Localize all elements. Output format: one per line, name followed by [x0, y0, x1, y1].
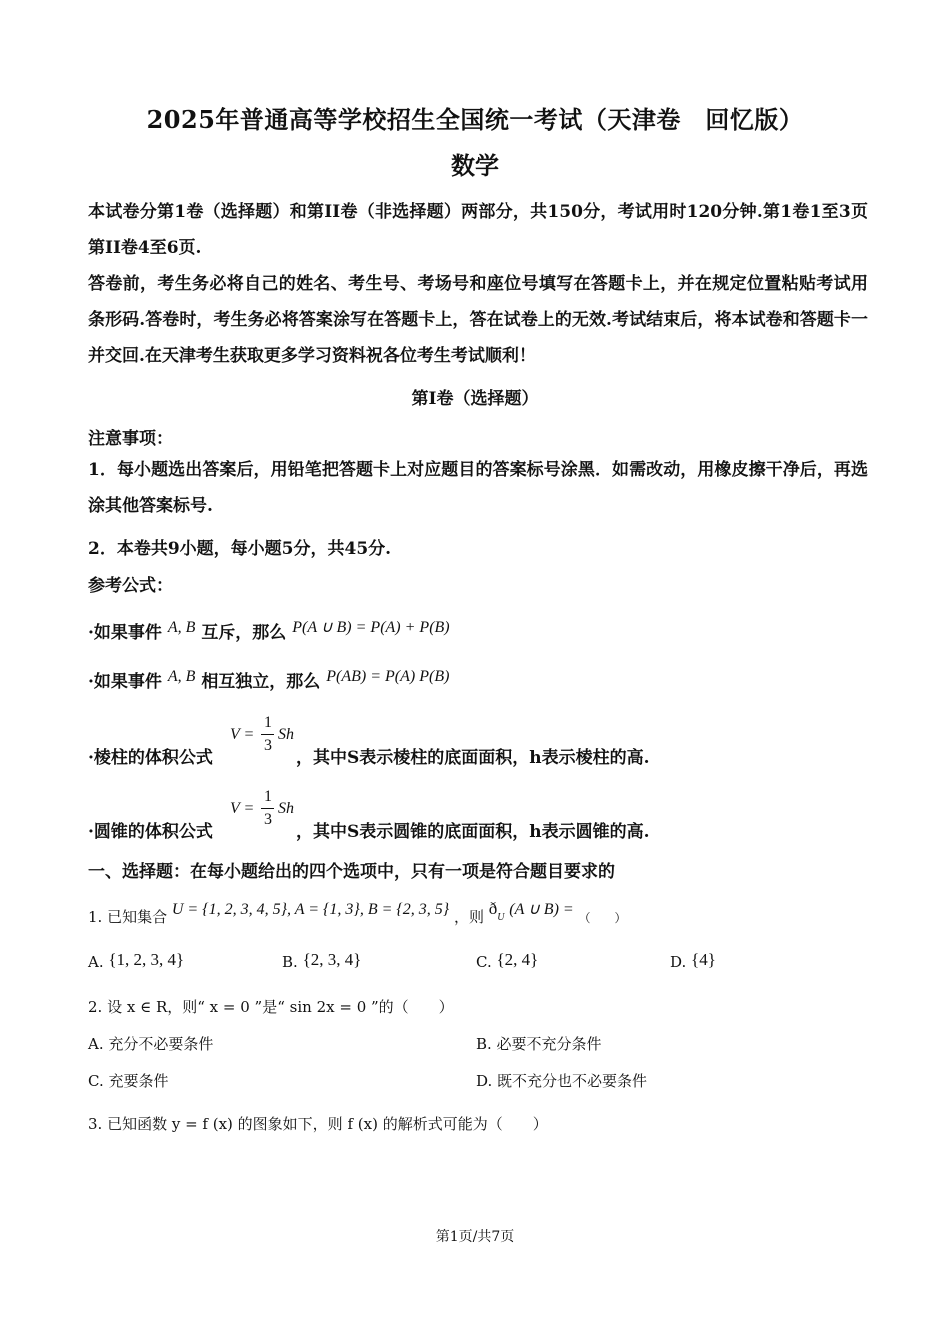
complement-subscript: U — [497, 912, 505, 923]
formula-cone-prefix: ·圆锥的体积公式 — [88, 822, 213, 842]
notice-item-1: 1．每小题选出答案后，用铅笔把答题卡上对应题目的答案标号涂黑．如需改动，用橡皮擦干净后，再选涂其他答案标号. — [88, 460, 868, 516]
notice-label: 注意事项： — [88, 429, 173, 449]
page-number: 第1页/共7页 — [435, 1229, 515, 1245]
subject-title: 数学 — [451, 151, 499, 180]
formula-independent-mid: 相互独立，那么 — [201, 672, 321, 692]
formula-exclusive-prefix: ·如果事件 — [88, 623, 162, 643]
q2-option-a: A. 充分不必要条件 — [88, 1035, 214, 1053]
formula-independent-prefix: ·如果事件 — [88, 672, 162, 692]
formula-exclusive-expr: P(A ∪ B) = P(A) + P(B) — [292, 619, 450, 636]
formula-label: 参考公式： — [88, 576, 173, 596]
question-1-mid: ，则 — [453, 908, 484, 926]
part-heading: 一、选择题：在每小题给出的四个选项中，只有一项是符合题目要求的 — [88, 862, 615, 882]
formula-independent — [88, 667, 449, 692]
formula-exclusive — [88, 618, 450, 643]
formula-prism-suffix: ，其中S表示棱柱的底面面积，h表示棱柱的高. — [296, 748, 650, 768]
complement-symbol: ð — [488, 899, 498, 918]
question-1 — [88, 899, 627, 929]
formula-independent-expr: P(AB) = P(A) P(B) — [326, 668, 450, 685]
question-1-expr: (A ∪ B) = — [509, 901, 574, 918]
intro-paragraph-1: 本试卷分第1卷（选择题）和第II卷（非选择题）两部分，共150分，考试用时120分钟.第1卷1至3页第II卷4至6页. — [88, 202, 868, 258]
notice-item-2: 2．本卷共9小题，每小题5分，共45分. — [88, 539, 392, 559]
q1-option-a: A. {1, 2, 3, 4} — [88, 950, 185, 971]
q2-option-b: B. 必要不充分条件 — [476, 1035, 602, 1053]
formula-exclusive-vars: A, B — [167, 619, 196, 636]
formula-independent-vars: A, B — [167, 668, 196, 685]
formula-exclusive-mid: 互斥，那么 — [201, 623, 287, 643]
exam-title: 2025年普通高等学校招生全国统一考试（天津卷 回忆版） — [146, 105, 804, 134]
question-1-answer-blank: （ ） — [578, 911, 627, 925]
intro-paragraph-2: 答卷前，考生务必将自己的姓名、考生号、考场号和座位号填写在答题卡上，并在规定位置粘贴考试用条形码.答卷时，考生务必将答案涂写在答题卡上，答在试卷上的无效.考试结束后，将本试卷和答题卡一并交回.在天津考生获取更多学习资料祝各位考生考试顺利！ — [88, 274, 868, 366]
formula-cone-suffix: ，其中S表示圆锥的底面面积，h表示圆锥的高. — [296, 822, 650, 842]
section-heading: 第I卷（选择题） — [411, 389, 539, 409]
q1-option-d: D. {4} — [670, 950, 716, 971]
q2-option-c: C. 充要条件 — [88, 1072, 169, 1090]
q1-option-c: C. {2, 4} — [476, 950, 539, 971]
exam-page: 2025年普通高等学校招生全国统一考试（天津卷 回忆版） 数学 本试卷分第1卷（选择题）和第II卷（非选择题）两部分，共150分，考试用时120分钟.第1卷1至3页第II卷4至6页. 答卷前，考生务必将自己的姓名、考生号、考场号和座位号填写在答题卡上，并在规定位置粘贴考试用条形码.答卷时，考生务必将答案涂写在答题卡上，答在试卷上的无效.考试结束后，将本试卷和答题卡一并交回.在天津考生获取更多学习资料祝各位考生考试顺利！ 第I卷（选择题） 注意事项： 1．每小题选出答案后，用铅笔把答题卡上对应题目的答案标号涂黑．如需改动，用橡皮擦干净后，再选涂其他答案标号. 2．本卷共9小题，每小题5分，共45分. 参考公式： ·如果事件 A, B 互斥，那么 P(A ∪ B) = P(A) + P(B) ·如果事件 A, B 相互独立，那么 P(AB) = P(A) P(B) ·棱柱的体积公式 V = 1 3 Sh ，其中S表示棱柱的底面面积，h表示棱柱的高. ·圆锥的体积公式 V = 1 3 Sh ，其中S表示圆锥的底面面积，h表示圆锥的高. 一、选择题：在每小题给出的四个选项中，只有一项是符合题目要求的 1. 已知集合 U = {1, 2, 3, 4, 5}, A = {1, 3}, B = {2, 3, 5} ，则 $ð_U$ (A ∪ B) = （ ） A. {1, 2, 3, 4} B. {2, 3, 4} C. {2, 4} D. {4} 2. 设 x ∈ R，则“ x = 0 ”是“ sin 2x = 0 ”的（ ） A. 充分不必要条件 B. 必要不充分条件 C. 充要条件 D. 既不充分也不必要条件 3. 已知函数 y = f (x) 的图象如下，则 f (x) 的解析式可能为（ ） 第1页/共7页 — [0, 0, 950, 1344]
q1-option-b: B. {2, 3, 4} — [282, 950, 362, 971]
q2-option-d: D. 既不充分也不必要条件 — [476, 1072, 648, 1090]
question-2: 2. 设 x ∈ R，则“ x = 0 ”是“ sin 2x = 0 ”的（ ） — [88, 998, 454, 1016]
question-3: 3. 已知函数 y = f (x) 的图象如下，则 f (x) 的解析式可能为（ ） — [88, 1115, 548, 1133]
formula-prism-prefix: ·棱柱的体积公式 — [88, 748, 213, 768]
question-1-sets: U = {1, 2, 3, 4, 5}, A = {1, 3}, B = {2, 3, 5} — [171, 901, 450, 918]
question-1-prefix: 1. 已知集合 — [88, 908, 168, 926]
